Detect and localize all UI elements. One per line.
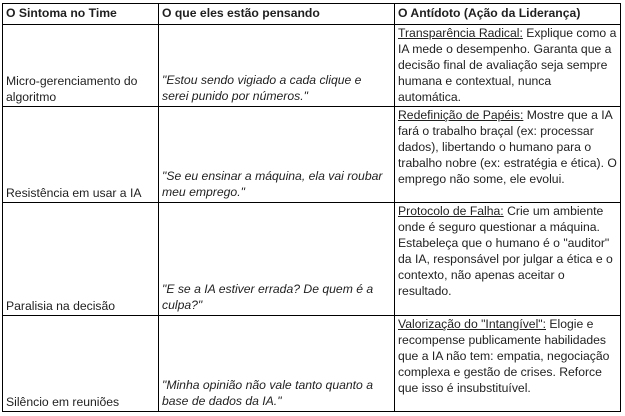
table-row xyxy=(3,203,621,316)
header-symptom: O Sintoma no Time xyxy=(3,4,159,25)
antidote-text: Crie um ambiente onde é seguro questionar a máquina. Estabeleça que o humano é o "auditor" da IA, responsável por julgar a ética e o contexto, não apenas aceitar o resultado. xyxy=(398,204,613,298)
document-page xyxy=(2,3,620,412)
table-row xyxy=(3,25,621,107)
header-thinking: O que eles estão pensando xyxy=(159,4,395,25)
antidote-cell xyxy=(395,25,621,107)
antidote-title: Valorização do "Intangível": xyxy=(398,317,546,331)
thought-cell: "E se a IA estiver errada? De quem é a culpa?" xyxy=(159,203,395,316)
antidote-cell xyxy=(395,316,621,412)
antidote-cell xyxy=(395,203,621,316)
antidote-title: Protocolo de Falha: xyxy=(398,204,504,218)
antidote-title: Transparência Radical: xyxy=(398,26,523,40)
table-row xyxy=(3,316,621,412)
antidote-text: Elogie e recompense publicamente habilidades que a IA não tem: empatia, negociação complexa e gestão de crises. Reforce que isso é insubstituível. xyxy=(398,317,610,395)
antidote-title: Redefinição de Papéis: xyxy=(398,108,524,122)
antidote-text: Mostre que a IA fará o trabalho braçal (ex: processar dados), libertando o humano para o trabalho nobre (ex: estratégia e ética). O emprego não some, ele evolui. xyxy=(398,108,617,186)
symptom-cell: Micro-gerenciamento do algoritmo xyxy=(3,25,159,107)
antidote-text: Explique como a IA mede o desempenho. Garanta que a decisão final de avaliação seja sempre humana e contextual, nunca automática. xyxy=(398,26,617,104)
table-row xyxy=(3,107,621,203)
symptom-cell: Resistência em usar a IA xyxy=(3,107,159,203)
thought-cell: "Estou sendo vigiado a cada clique e serei punido por números." xyxy=(159,25,395,107)
table-header-row xyxy=(3,4,621,25)
thought-cell: "Minha opinião não vale tanto quanto a base de dados da IA." xyxy=(159,316,395,412)
antidote-cell xyxy=(395,107,621,203)
thought-cell: "Se eu ensinar a máquina, ela vai roubar meu emprego." xyxy=(159,107,395,203)
header-antidote: O Antídoto (Ação da Liderança) xyxy=(395,4,621,25)
leadership-table xyxy=(2,3,621,412)
symptom-cell: Paralisia na decisão xyxy=(3,203,159,316)
symptom-cell: Silêncio em reuniões xyxy=(3,316,159,412)
